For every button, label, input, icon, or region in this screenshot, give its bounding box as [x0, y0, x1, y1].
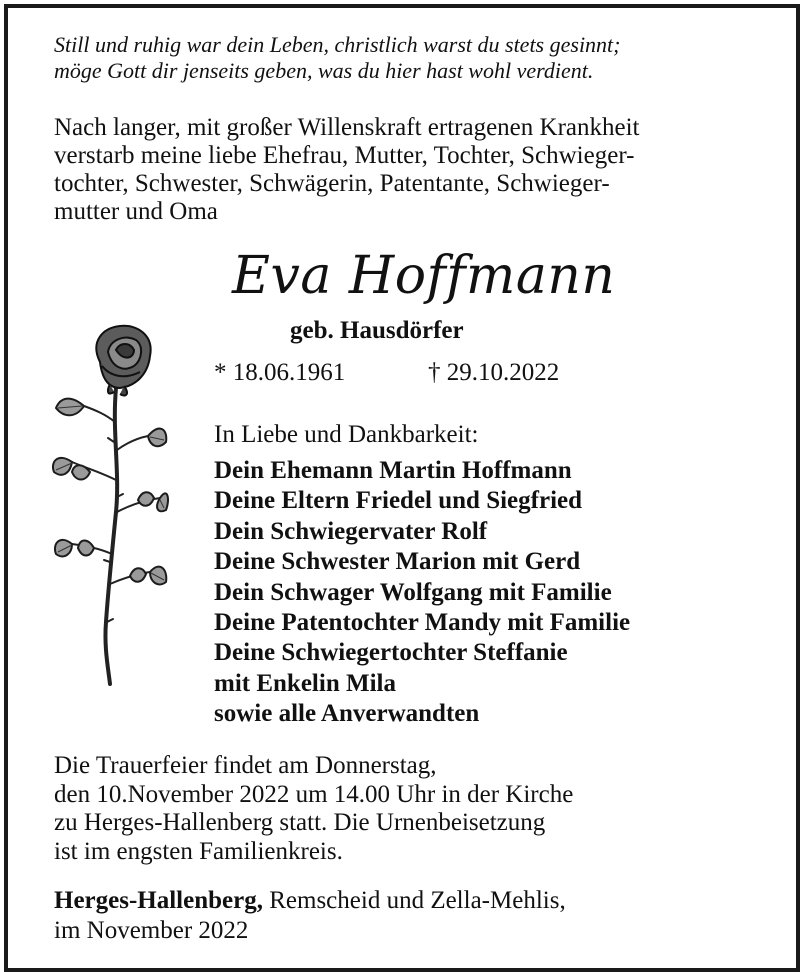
mourner-line: Dein Schwiegervater Rolf	[214, 517, 488, 545]
intro-line: verstarb meine liebe Ehefrau, Mutter, Tochter, Schwieger-	[54, 142, 635, 169]
intro-line: mutter und Oma	[54, 198, 218, 225]
place-primary: Herges-Hallenberg,	[54, 887, 263, 914]
mourner-line: Deine Eltern Friedel und Siegfried	[214, 487, 583, 515]
intro-text	[54, 114, 640, 226]
motto-line: möge Gott dir jenseits geben, was du hier hast wohl verdient.	[54, 58, 594, 83]
service-line: Die Trauerfeier findet am Donnerstag,	[54, 752, 437, 779]
mourner-line: Dein Ehemann Martin Hoffmann	[214, 457, 572, 484]
deceased-name: Eva Hoffmann	[232, 246, 616, 306]
date-line: im November 2022	[54, 917, 249, 944]
intro-line: Nach langer, mit großer Willenskraft ertragenen Krankheit	[54, 114, 640, 141]
life-dates	[214, 358, 560, 388]
rose-icon	[50, 322, 170, 694]
mourner-line: Deine Schwiegertochter Steffanie	[214, 639, 568, 667]
funeral-service-text	[54, 752, 573, 866]
thanks-heading: In Liebe und Dankbarkeit:	[214, 421, 479, 448]
motto-line: Still und ruhig war dein Leben, christlich warst du stets gesinnt;	[54, 32, 621, 57]
service-line: zu Herges-Hallenberg statt. Die Urnenbeisetzung	[54, 809, 546, 836]
death-date: † 29.10.2022	[428, 359, 560, 386]
service-line: ist im engsten Familienkreis.	[54, 837, 343, 865]
service-line: den 10.November 2022 um 14.00 Uhr in der Kirche	[54, 780, 574, 808]
place-line	[54, 886, 566, 916]
intro-line: tochter, Schwester, Schwägerin, Patentante, Schwieger-	[54, 170, 610, 197]
place-and-date	[54, 886, 566, 946]
birth-date: * 18.06.1961	[214, 359, 346, 386]
mourner-line: Dein Schwager Wolfgang mit Familie	[214, 578, 612, 606]
mourner-line: sowie alle Anverwandten	[214, 700, 480, 728]
mourner-line: Deine Patentochter Mandy mit Familie	[214, 609, 631, 637]
motto-verse	[54, 32, 621, 84]
mourner-line: Deine Schwester Marion mit Gerd	[214, 548, 581, 576]
place-rest: Remscheid und Zella-Mehlis,	[262, 887, 566, 914]
mourners-list	[214, 456, 630, 730]
maiden-name: geb. Hausdörfer	[290, 317, 464, 344]
mourner-line: mit Enkelin Mila	[214, 669, 396, 697]
